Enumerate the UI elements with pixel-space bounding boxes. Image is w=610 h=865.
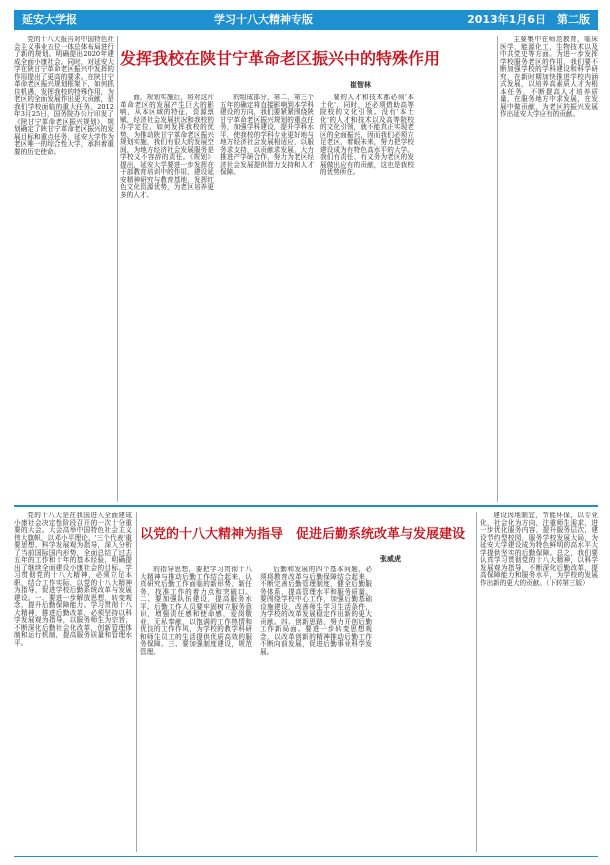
article1-column-5 xyxy=(500,36,598,502)
article1-text-4: 要的人才和技术都必须'本土化'，同时，还必须借助高等院校的文化引领。没有'本土化'的人才和技术以及高等院校的文化引领，就不能真正实现老区的全面振兴，因而我们必须立足老区，着眼未来，努力把学校建设成为有特色高水平的大学。我们有责任、有义务为老区的发展做出应有的贡献，这也是我校的优势所在。 xyxy=(320,94,414,176)
column-rule xyxy=(136,512,137,852)
column-rule xyxy=(497,36,498,502)
article2-column-3 xyxy=(260,566,372,852)
article1-text-1: 党的十八大报告对中国特色社会主义事业五位一体总体布局进行了新的规划。明确提出2020年建成全面小康社会。同时，对延安大学在陕甘宁革命老区振兴中发挥的作用提出了更高的要求。在陕甘宁革命老区振兴规划框架下，如何抓住机遇，发挥我校的特殊作用，为老区的全面发展作出更大贡献，是我们学校面临的重大任务。2012年3月25日，国务院办公厅印发了《陕甘宁革命老区振兴规划》，规划确定了陕甘宁革命老区振兴的发展目标和重点任务，延安大学作为老区唯一的综合性大学，承担着重要的历史使命。 xyxy=(14,36,114,156)
article2-headline: 以党的十八大精神为指导 促进后勤系统改革与发展建设 xyxy=(140,527,466,542)
article2-column-2 xyxy=(140,566,252,852)
masthead-bar xyxy=(14,10,598,30)
article1-column-1 xyxy=(14,36,114,502)
date-page: 2013年1月6日 第二版 xyxy=(467,13,590,26)
article2-text-3: 后勤和发展的四个基本问题，必须将教育改革与后勤保障结合起来，不断完善后勤管理制度，健全后勤服务体系，提高管理水平和服务质量。要围绕学校中心工作，加强后勤基础设施建设，改善师生学习生活条件，为学校的改革发展稳定作出新的更大贡献。四、创新思路，努力开创后勤工作新局面。要进一步转变思想观念，以改革创新的精神推动后勤工作不断向前发展，促进后勤事业科学发展。 xyxy=(260,566,372,656)
article1-column-4 xyxy=(320,94,414,502)
article1-byline: 崔智林 xyxy=(350,80,371,89)
article1-text-5: 主要集中在师范教育，临床医学，能源化工，生物技术以及中共党史等方面。为进一步发挥学校服务老区的作用，我们要不断加强学校的学科建设和科学研究，在新时期加快推进学校内涵式发展，以培养高素质人才为根本任务，不断提高人才培养质量，在服务地方中求发展，在发展中做贡献，为老区的振兴发展作出延安大学应有的贡献。 xyxy=(500,36,598,118)
article1-column-3 xyxy=(220,94,314,502)
article2-text-2: 的指导思想，要把学习贯彻十八大精神与推动后勤工作结合起来，认真研究后勤工作面临的新形势、新任务，找准工作的着力点和突破口。二、要加强队伍建设，提高服务水平。后勤工作人员要牢固树立服务意识，增强责任感和使命感，爱岗敬业，无私奉献，以饱满的工作热情和优良的工作作风，为学校的教学科研和师生员工的生活提供优质高效的服务保障。三、要加强制度建设，规范管理。 xyxy=(140,566,252,656)
column-rule xyxy=(117,36,118,502)
bottom-rule xyxy=(14,856,598,857)
article2-column-4 xyxy=(480,512,598,852)
paper-name: 延安大学报 xyxy=(22,13,77,26)
article1-text-3: 的组成部分，第二，第三个五年的确定将直接影响到本学科建设的方向，我们要紧紧围绕陕甘宁革命老区振兴规划的重点任务，加强学科建设，提升学科水平，使我校的学科专业更好地与地方经济社会发展相适应，以服务求支持，以贡献求发展，大力推进产学研合作，努力为老区经济社会发展提供智力支持和人才保障。 xyxy=(220,94,314,176)
article2-column-1 xyxy=(14,512,132,852)
article1-text-2: 面，规划实施后，将对这片革命老区的发展产生巨大的影响，从本区域的特征，资源禀赋，经济社会发展状况和我校的办学定位，如何发挥我校的优势，为推动陕甘宁革命老区振兴规划实施，我们有很大的发展空间，为地方经济社会发展服务是学校义不容辞的责任。《规划》提出，延安大学要进一步发挥在干部教育培训中的作用，建设延安精神研究与教育基地，发挥红色文化资源优势，为老区培养更多的人才。 xyxy=(120,94,214,199)
section-divider xyxy=(14,505,598,507)
article1-headline: 发挥我校在陕甘宁革命老区振兴中的特殊作用 xyxy=(120,49,441,68)
article2-text-1: 党的十八大是在我国进入全面建成小康社会决定性阶段召开的一次十分重要的大会。大会高举中国特色社会主义伟大旗帜，以邓小平理论、'三个代表'重要思想、科学发展观为指导，深入分析了当前国际国内形势，全面总结了过去五年的工作和十年的基本经验，明确提出了继续全面建设小康社会的目标。学习贯彻党的十八大精神，必须立足本职，结合工作实际，以党的十八大精神为指导，促进学校后勤系统改革与发展建设。一、要进一步解放思想，转变观念，提升后勤保障能力。学习贯彻十八大精神，推进后勤改革，必须坚持以科学发展观为指导，以服务师生为宗旨，不断深化后勤社会化改革，创新管理体制和运行机制，提高服务质量和管理水平。 xyxy=(14,512,132,647)
article2-text-4: 建设因地制宜，节能环保，以专业化，社会化为方向，注重师生需求，进一步优化服务内容，提升服务层次，建设节约型校园，服务学校发展大局，为延安大学建设成为特色鲜明的高水平大学提供坚实的后勤保障。总之，我们要认真学习贯彻党的十八大精神，以科学发展观为指导，不断深化后勤改革，提高保障能力和服务水平，为学校的发展作出新的更大的贡献。（下转第三版） xyxy=(480,512,598,587)
article1-column-2 xyxy=(120,94,214,502)
article2-byline: 张威虎 xyxy=(380,554,401,563)
section-title: 学习十八大精神专版 xyxy=(214,13,313,26)
column-rule xyxy=(476,512,477,852)
